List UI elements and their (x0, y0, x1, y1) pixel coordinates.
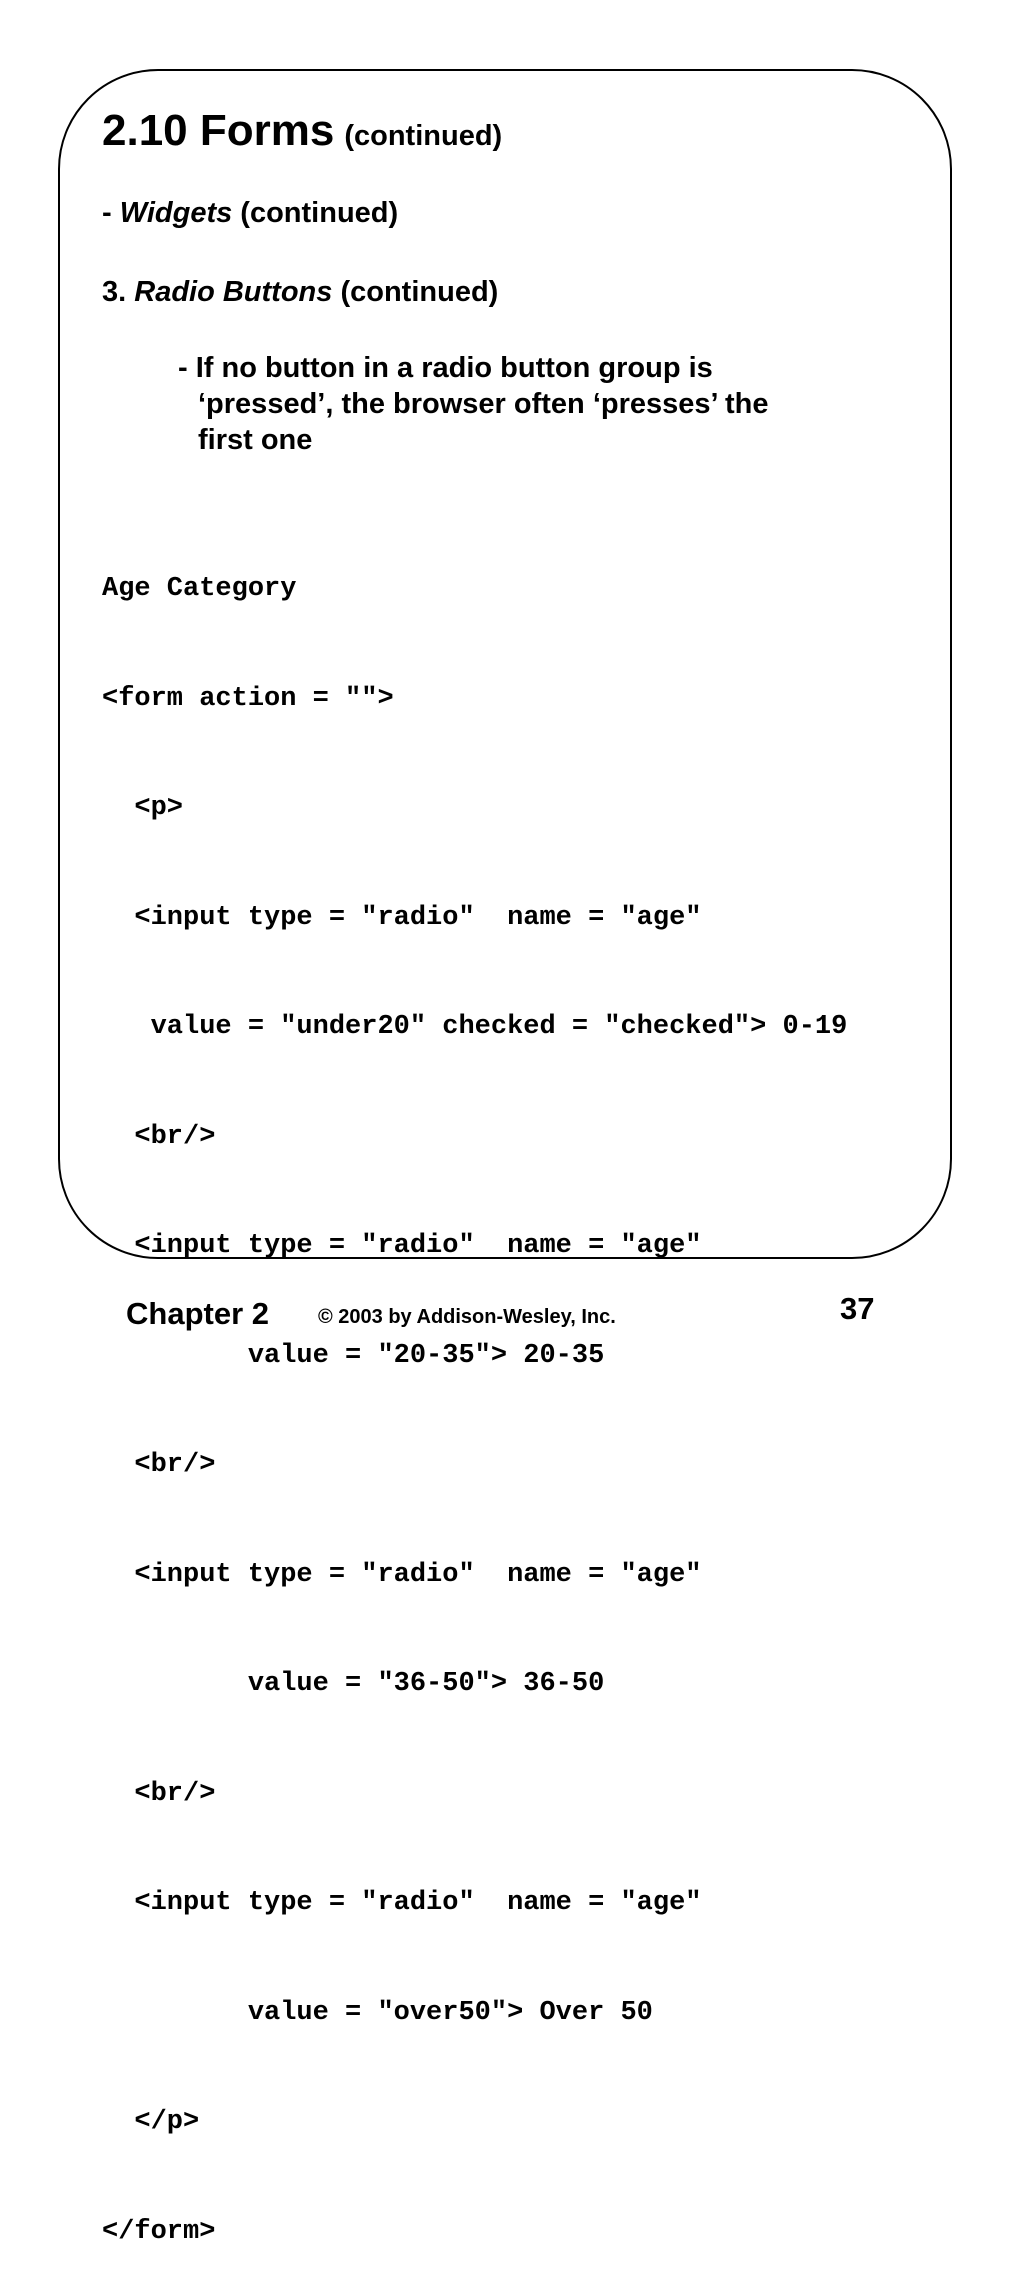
code-line: <input type = "radio" name = "age" (102, 1231, 702, 1261)
code-example (102, 498, 847, 2287)
note-line: ‘pressed’, the browser often ‘presses’ the (198, 388, 769, 420)
code-line: </p> (102, 2107, 200, 2137)
slide-title (102, 106, 502, 156)
code-line: </form> (102, 2216, 216, 2247)
item-number: 3. (102, 276, 135, 308)
note-line: - If no button in a radio button group is (178, 352, 713, 384)
code-line: <input type = "radio" name = "age" (102, 1888, 702, 1918)
code-line: <br/> (102, 1450, 216, 1480)
radio-buttons-label: Radio Buttons (134, 276, 333, 308)
radio-buttons-heading (102, 276, 498, 309)
title-main: 2.10 Forms (102, 106, 335, 155)
code-line: <input type = "radio" name = "age" (102, 902, 702, 933)
widgets-continued: (continued) (232, 197, 399, 229)
radio-note (178, 350, 769, 458)
widgets-label: Widgets (119, 197, 233, 229)
code-line: <br/> (102, 1778, 216, 1809)
code-line: value = "36-50"> 36-50 (102, 1669, 605, 1699)
code-line: <form action = ""> (102, 683, 394, 714)
code-line: <br/> (102, 1121, 216, 1152)
footer-chapter: Chapter 2 (126, 1296, 269, 1331)
code-line: <p> (102, 793, 184, 823)
code-line: value = "over50"> Over 50 (102, 1997, 653, 2028)
code-line: value = "under20" checked = "checked"> 0-19 (102, 1012, 848, 1042)
code-line: value = "20-35"> 20-35 (102, 1340, 605, 1371)
code-line: <input type = "radio" name = "age" (102, 1559, 702, 1590)
widgets-dash: - (102, 197, 120, 229)
code-line: Age Category (102, 574, 297, 604)
page-number: 37 (840, 1291, 875, 1326)
note-line: first one (198, 424, 313, 456)
title-continued: (continued) (344, 120, 503, 152)
footer-copyright: © 2003 by Addison-Wesley, Inc. (318, 1306, 616, 1328)
widgets-heading (102, 197, 398, 230)
radio-buttons-continued: (continued) (332, 276, 499, 308)
